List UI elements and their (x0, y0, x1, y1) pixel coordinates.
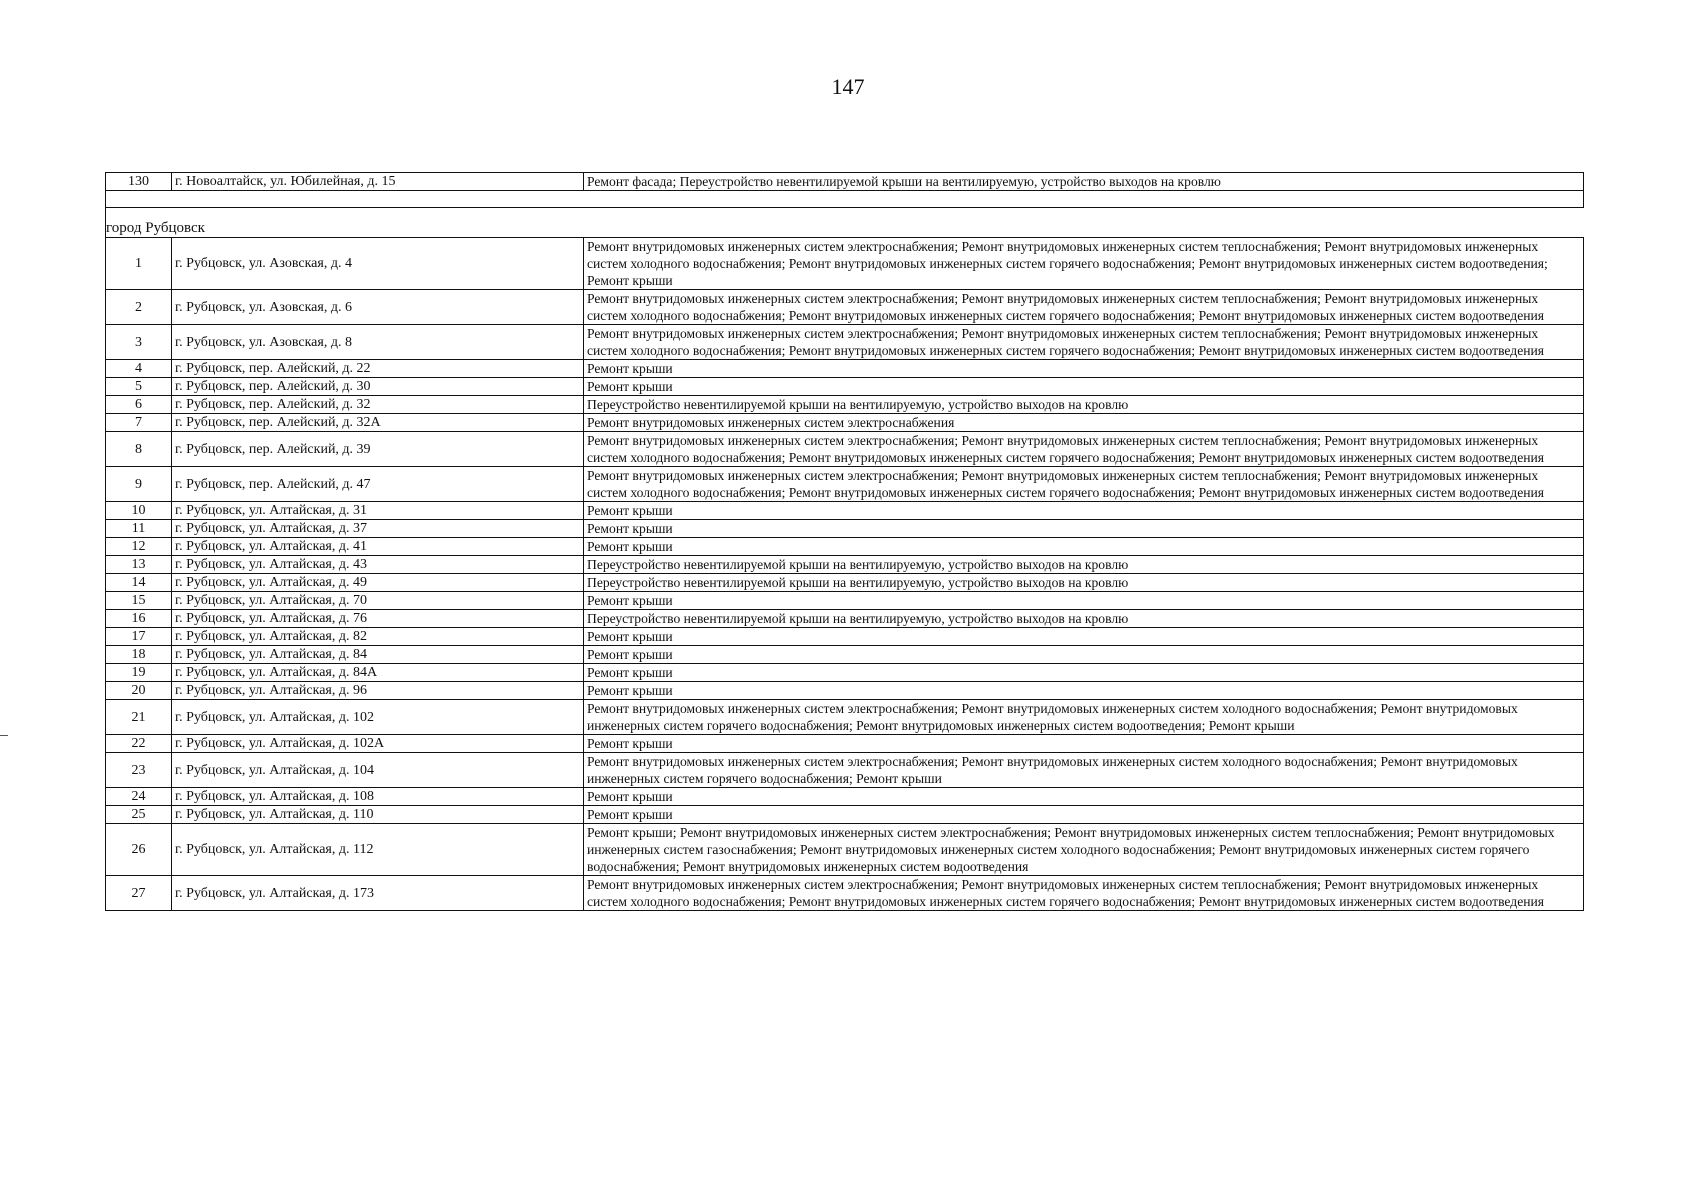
row-works: Ремонт фасада; Переустройство невентилируемой крыши на вентилируемую, устройство выходов на кровлю (584, 173, 1584, 191)
row-address: г. Рубцовск, пер. Алейский, д. 32 (172, 396, 584, 414)
row-number: 23 (106, 753, 172, 788)
table-row (106, 628, 1584, 646)
row-number: 10 (106, 502, 172, 520)
row-address: г. Рубцовск, пер. Алейский, д. 22 (172, 360, 584, 378)
row-address: г. Рубцовск, пер. Алейский, д. 30 (172, 378, 584, 396)
table-row (106, 788, 1584, 806)
row-number: 27 (106, 876, 172, 911)
row-number: 4 (106, 360, 172, 378)
row-address: г. Рубцовск, ул. Алтайская, д. 70 (172, 592, 584, 610)
table-row (106, 664, 1584, 682)
row-address: г. Рубцовск, ул. Алтайская, д. 41 (172, 538, 584, 556)
table-row (106, 396, 1584, 414)
row-works: Ремонт крыши (584, 378, 1584, 396)
row-number: 6 (106, 396, 172, 414)
row-works: Ремонт крыши (584, 664, 1584, 682)
row-address: г. Рубцовск, ул. Алтайская, д. 102 (172, 700, 584, 735)
table-row (106, 556, 1584, 574)
row-number: 25 (106, 806, 172, 824)
row-works: Ремонт крыши (584, 682, 1584, 700)
row-works: Ремонт крыши (584, 788, 1584, 806)
table-row (106, 824, 1584, 876)
row-works: Ремонт внутридомовых инженерных систем электроснабжения; Ремонт внутридомовых инженерных систем теплоснабжения; Ремонт внутридомовых инженерных систем холодного водоснабжения; Ремонт внутридомовых инженерных систем горячего водоснабжения; Ремонт внутридомовых инженерных систем водоотведения (584, 467, 1584, 502)
table-row (106, 610, 1584, 628)
row-works: Ремонт крыши (584, 520, 1584, 538)
row-number: 11 (106, 520, 172, 538)
row-address: г. Рубцовск, ул. Алтайская, д. 49 (172, 574, 584, 592)
row-address: г. Рубцовск, ул. Азовская, д. 8 (172, 325, 584, 360)
row-number: 7 (106, 414, 172, 432)
row-works: Ремонт крыши (584, 735, 1584, 753)
table-row (106, 538, 1584, 556)
table-row (106, 753, 1584, 788)
row-number: 3 (106, 325, 172, 360)
row-address: г. Рубцовск, ул. Алтайская, д. 76 (172, 610, 584, 628)
spacer-cell (106, 191, 1584, 208)
table-row (106, 325, 1584, 360)
row-number: 12 (106, 538, 172, 556)
row-address: г. Рубцовск, пер. Алейский, д. 47 (172, 467, 584, 502)
row-works: Ремонт внутридомовых инженерных систем электроснабжения; Ремонт внутридомовых инженерных систем холодного водоснабжения; Ремонт внутридомовых инженерных систем горячего водоснабжения; Ремонт внутридомовых инженерных систем водоотведения; Ремонт крыши (584, 700, 1584, 735)
row-address: г. Рубцовск, ул. Алтайская, д. 82 (172, 628, 584, 646)
row-address: г. Новоалтайск, ул. Юбилейная, д. 15 (172, 173, 584, 191)
row-number: 2 (106, 290, 172, 325)
table-row (106, 414, 1584, 432)
row-address: г. Рубцовск, ул. Алтайская, д. 37 (172, 520, 584, 538)
table-row (106, 290, 1584, 325)
row-address: г. Рубцовск, ул. Алтайская, д. 31 (172, 502, 584, 520)
spacer-row (106, 191, 1584, 208)
row-works: Переустройство невентилируемой крыши на вентилируемую, устройство выходов на кровлю (584, 610, 1584, 628)
row-works: Ремонт крыши (584, 360, 1584, 378)
row-address: г. Рубцовск, пер. Алейский, д. 32А (172, 414, 584, 432)
row-works: Ремонт крыши; Ремонт внутридомовых инженерных систем электроснабжения; Ремонт внутридомовых инженерных систем теплоснабжения; Ремонт внутридомовых инженерных систем газоснабжения; Ремонт внутридомовых инженерных систем холодного водоснабжения; Ремонт внутридомовых инженерных систем горячего водоснабжения; Ремонт внутридомовых инженерных систем водоотведения (584, 824, 1584, 876)
row-address: г. Рубцовск, ул. Алтайская, д. 84А (172, 664, 584, 682)
row-address: г. Рубцовск, ул. Алтайская, д. 43 (172, 556, 584, 574)
row-number: 19 (106, 664, 172, 682)
row-number: 24 (106, 788, 172, 806)
table-row (106, 520, 1584, 538)
table-row (106, 806, 1584, 824)
table-row (106, 876, 1584, 911)
table-row (106, 700, 1584, 735)
row-address: г. Рубцовск, ул. Алтайская, д. 102А (172, 735, 584, 753)
row-number: 18 (106, 646, 172, 664)
table-row (106, 592, 1584, 610)
repair-program-table (105, 172, 1584, 911)
table-row (106, 360, 1584, 378)
row-number: 9 (106, 467, 172, 502)
city-heading: город Рубцовск (106, 208, 1584, 238)
fold-mark (0, 735, 8, 736)
row-address: г. Рубцовск, ул. Алтайская, д. 112 (172, 824, 584, 876)
row-number: 21 (106, 700, 172, 735)
table-row (106, 502, 1584, 520)
row-works: Ремонт крыши (584, 628, 1584, 646)
row-works: Ремонт крыши (584, 502, 1584, 520)
table-row (106, 238, 1584, 290)
page-number: 147 (831, 74, 865, 99)
row-number: 15 (106, 592, 172, 610)
row-number: 16 (106, 610, 172, 628)
row-address: г. Рубцовск, пер. Алейский, д. 39 (172, 432, 584, 467)
table-row (106, 173, 1584, 191)
row-works: Ремонт внутридомовых инженерных систем электроснабжения; Ремонт внутридомовых инженерных систем теплоснабжения; Ремонт внутридомовых инженерных систем холодного водоснабжения; Ремонт внутридомовых инженерных систем горячего водоснабжения; Ремонт внутридомовых инженерных систем водоотведения (584, 432, 1584, 467)
row-works: Ремонт внутридомовых инженерных систем электроснабжения; Ремонт внутридомовых инженерных систем теплоснабжения; Ремонт внутридомовых инженерных систем холодного водоснабжения; Ремонт внутридомовых инженерных систем горячего водоснабжения; Ремонт внутридомовых инженерных систем водоотведения (584, 290, 1584, 325)
table-row (106, 682, 1584, 700)
row-works: Ремонт внутридомовых инженерных систем электроснабжения; Ремонт внутридомовых инженерных систем холодного водоснабжения; Ремонт внутридомовых инженерных систем горячего водоснабжения; Ремонт крыши (584, 753, 1584, 788)
row-number: 14 (106, 574, 172, 592)
row-works: Ремонт крыши (584, 592, 1584, 610)
row-number: 17 (106, 628, 172, 646)
row-address: г. Рубцовск, ул. Алтайская, д. 110 (172, 806, 584, 824)
row-works: Переустройство невентилируемой крыши на вентилируемую, устройство выходов на кровлю (584, 396, 1584, 414)
section-heading-row (106, 208, 1584, 238)
row-works: Переустройство невентилируемой крыши на вентилируемую, устройство выходов на кровлю (584, 574, 1584, 592)
row-address: г. Рубцовск, ул. Алтайская, д. 96 (172, 682, 584, 700)
row-works: Переустройство невентилируемой крыши на вентилируемую, устройство выходов на кровлю (584, 556, 1584, 574)
row-number: 20 (106, 682, 172, 700)
row-address: г. Рубцовск, ул. Алтайская, д. 108 (172, 788, 584, 806)
row-number: 1 (106, 238, 172, 290)
row-number: 8 (106, 432, 172, 467)
row-address: г. Рубцовск, ул. Алтайская, д. 104 (172, 753, 584, 788)
row-works: Ремонт внутридомовых инженерных систем электроснабжения (584, 414, 1584, 432)
table-row (106, 467, 1584, 502)
row-number: 13 (106, 556, 172, 574)
table-body (106, 173, 1584, 911)
row-works: Ремонт крыши (584, 646, 1584, 664)
row-number: 22 (106, 735, 172, 753)
row-address: г. Рубцовск, ул. Алтайская, д. 173 (172, 876, 584, 911)
table-row (106, 574, 1584, 592)
row-works: Ремонт крыши (584, 538, 1584, 556)
row-works: Ремонт внутридомовых инженерных систем электроснабжения; Ремонт внутридомовых инженерных систем теплоснабжения; Ремонт внутридомовых инженерных систем холодного водоснабжения; Ремонт внутридомовых инженерных систем горячего водоснабжения; Ремонт внутридомовых инженерных систем водоотведения; Ремонт крыши (584, 238, 1584, 290)
row-address: г. Рубцовск, ул. Азовская, д. 6 (172, 290, 584, 325)
row-works: Ремонт внутридомовых инженерных систем электроснабжения; Ремонт внутридомовых инженерных систем теплоснабжения; Ремонт внутридомовых инженерных систем холодного водоснабжения; Ремонт внутридомовых инженерных систем горячего водоснабжения; Ремонт внутридомовых инженерных систем водоотведения (584, 325, 1584, 360)
row-address: г. Рубцовск, ул. Азовская, д. 4 (172, 238, 584, 290)
row-number: 5 (106, 378, 172, 396)
row-address: г. Рубцовск, ул. Алтайская, д. 84 (172, 646, 584, 664)
table-row (106, 646, 1584, 664)
table-row (106, 378, 1584, 396)
table-row (106, 735, 1584, 753)
table-row (106, 432, 1584, 467)
row-number: 26 (106, 824, 172, 876)
row-works: Ремонт внутридомовых инженерных систем электроснабжения; Ремонт внутридомовых инженерных систем теплоснабжения; Ремонт внутридомовых инженерных систем холодного водоснабжения; Ремонт внутридомовых инженерных систем горячего водоснабжения; Ремонт внутридомовых инженерных систем водоотведения (584, 876, 1584, 911)
row-number: 130 (106, 173, 172, 191)
row-works: Ремонт крыши (584, 806, 1584, 824)
